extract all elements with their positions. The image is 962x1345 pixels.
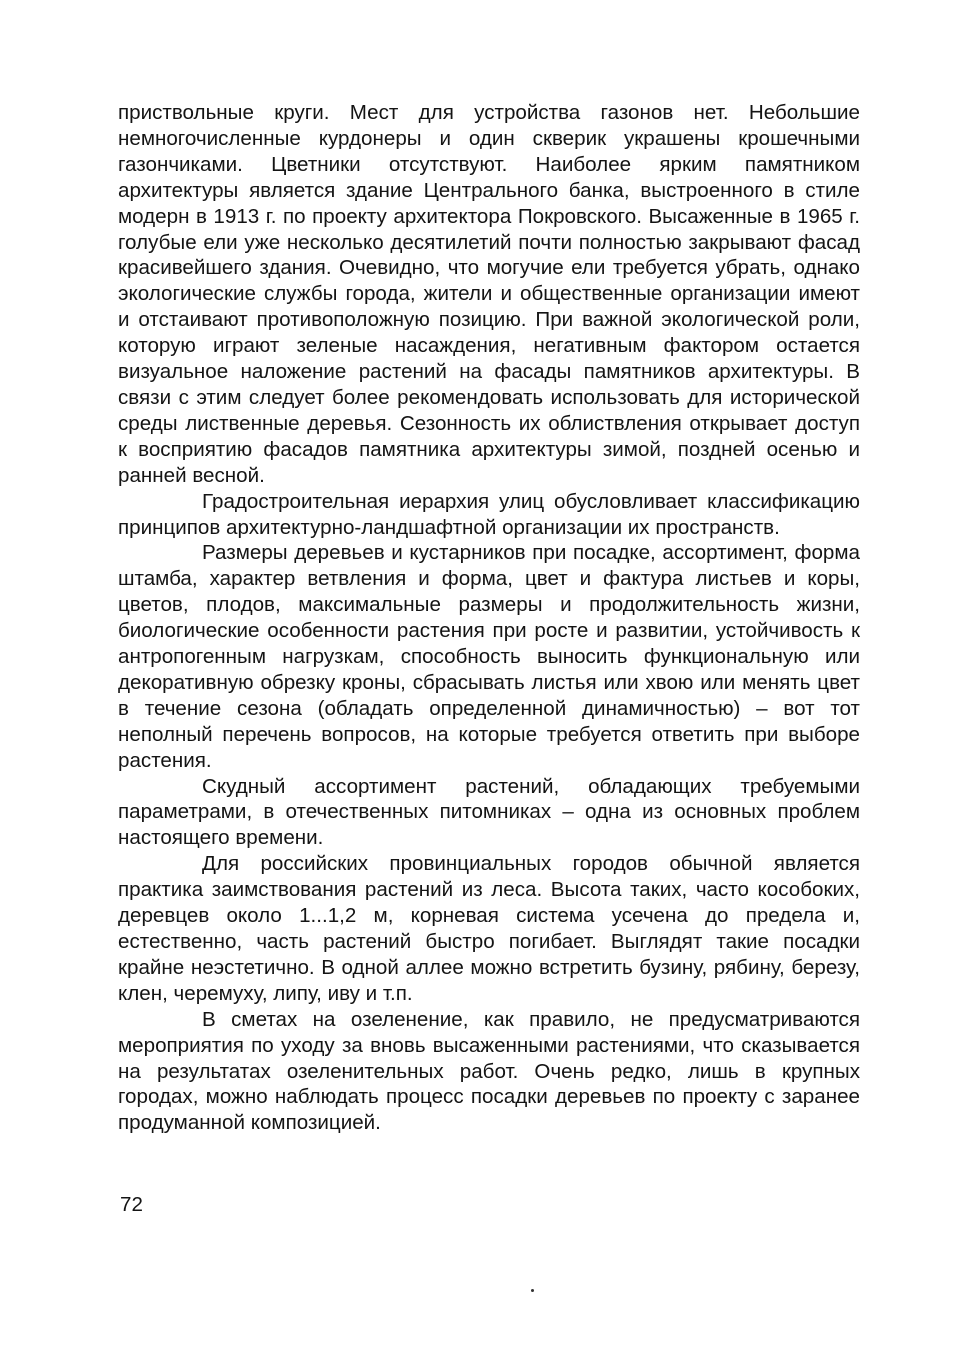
paragraph-maintenance-budget: В сметах на озеленение, как правило, не предусматриваются мероприятия по уходу за вновь высаженными растениями, что сказывается на результатах озеленительных работ. Очень редко, лишь в крупных городах, можно наблюдать процесс посадки деревьев по проекту с заранее продуманной композицией. [118,1007,860,1135]
paragraph-forest-borrowing: Для российских провинциальных городов обычной является практика заимствования растений из леса. Высота таких, часто кособоких, деревцев около 1...1,2 м, корневая система усечена до предела и, естественно, часть растений быстро погибает. Выглядят такие посадки крайне неэстетично. В одной аллее можно встретить бузину, рябину, березу, клен, черемуху, липу, иву и т.п. [118,852,860,1005]
page-number: 72 [120,1193,143,1216]
paragraph-plant-parameters: Размеры деревьев и кустарников при посадке, ассортимент, форма штамба, характер ветвления и форма, цвет и фактура листьев и коры, цветов, плодов, максимальные размеры и продолжительность жизни, биологические особенности растения при росте и развитии, устойчивость к антропогенным нагрузкам, способность выносить функциональную или декоративную обрезку кроны, сбрасывать листья или хвою или менять цвет в течение сезона (обладать определенной динамичностью) – вот тот неполный перечень вопросов, на которые требуется ответить при выборе растения. [118,541,860,772]
body-text [118,100,860,1136]
paragraph-street-hierarchy: Градостроительная иерархия улиц обусловливает классификацию принципов архитектурно-ландшафтной организации их пространств. [118,489,860,539]
scan-speck [531,1289,534,1292]
paragraph-nursery-assortment: Скудный ассортимент растений, обладающих требуемыми параметрами, в отечественных питомниках – одна из основных проблем настоящего времени. [118,774,860,850]
paragraph-continuation: приствольные круги. Мест для устройства газонов нет. Небольшие немногочисленные курдонеры и один скверик украшены крошечными газончиками. Цветники отсутствуют. Наиболее ярким памятником архитектуры является здание Центрального банка, выстроенного в стиле модерн в 1913 г. по проекту архитектора Покровского. Высаженные в 1965 г. голубые ели уже несколько десятилетий почти полностью закрывают фасад красивейшего здания. Очевидно, что могучие ели требуется убрать, однако экологические службы города, жители и общественные организации имеют и отстаивают противоположную позицию. При важной экологической роли, которую играют зеленые насаждения, негативным фактором остается визуальное наложение растений на фасады памятников архитектуры. В связи с этим следует более рекомендовать использовать для исторической среды лиственные деревья. Сезонность их облиствления открывает доступ к восприятию фасадов памятника архитектуры зимой, поздней осенью и ранней весной. [118,101,860,487]
